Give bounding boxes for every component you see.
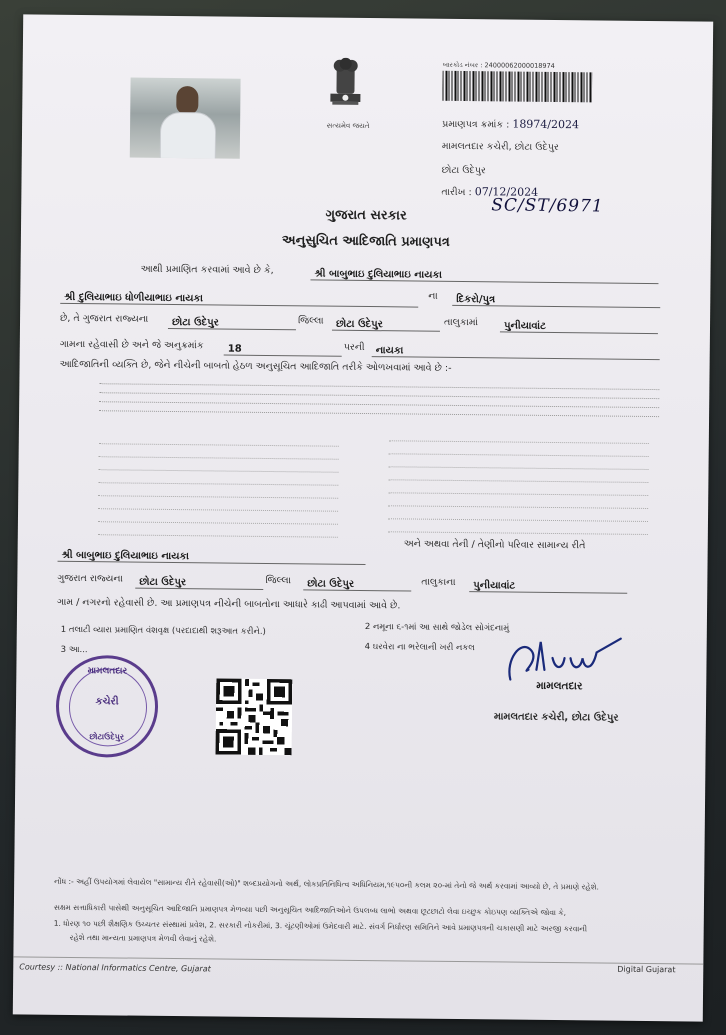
certificate-number-row [442, 117, 579, 131]
serial-number: 18 [224, 344, 342, 357]
qr-code [216, 678, 293, 755]
father-name: શ્રી દુલિયાભાઇ ધોળીયાભાઇ નાયકા [60, 292, 418, 308]
seal-bottom-text: છોટાઉદેપુર [89, 732, 125, 742]
taluka-label-2: તાલુકાના [421, 576, 456, 588]
barcode-label: બારકોડ નંબર : 24000062000018974 [442, 60, 555, 70]
government-title: ગુજરાત સરકાર [325, 207, 407, 224]
district-label-2: જિલ્લા [265, 574, 291, 587]
legal-clauses-left [98, 431, 339, 546]
signatory-office: મામલતદાર કચેરી, છોટા ઉદેપુર [493, 711, 619, 724]
applicant-photo [130, 78, 241, 159]
state-prefix-2: ગુજરાત રાજ્યના [57, 572, 123, 585]
legal-clauses-top [99, 375, 659, 421]
relation-value: દિકરો/પુત્ર [452, 294, 660, 308]
footer-note-4: રહેશે તથા માન્યતા પ્રમાણપત્ર મેળવી લેવાનું રહેશે. [69, 932, 217, 944]
office-line-1: મામલતદાર કચેરી, છોટા ઉદેપુર [441, 140, 559, 154]
certificate-title: અનુસુચિત આદિજાતિ પ્રમાણપત્ર [281, 233, 450, 250]
date-value: 07/12/2024 [474, 185, 539, 199]
national-emblem-icon [322, 58, 369, 122]
caste-label: પરની [343, 341, 365, 354]
emblem-caption: સત્યમેવ જયતે [326, 121, 370, 131]
basis-item-1: 1 તલાટી વ્યારા પ્રમાણિત વંશવૃક્ષ (પરદાદાથી શરૂઆત કરીને.) [60, 624, 266, 637]
date-label: તારીખ : [441, 186, 472, 199]
residence-line: ગામ / નગરનો રહેવાસી છે. આ પ્રમાણપત્ર નીચેની બાબતોના આધારે કાઢી આપવામાં આવે છે. [57, 596, 401, 612]
relation-label: ના [428, 290, 438, 302]
district-value-4: છોટા ઉદેપુર [303, 578, 411, 591]
district-value-3: છોટા ઉદેપુર [135, 577, 263, 590]
taluka-value: પુનીયાવાંટ [500, 320, 658, 334]
family-line: અને અથવા તેની / તેણીનો પરિવાર સામાન્ય રીતે [403, 538, 586, 552]
courtesy-credit: Courtesy :: National Informatics Centre, Gujarat [19, 962, 211, 974]
footer-note-2: સક્ષમ સત્તાધિકારી પાસેથી અનુસૂચિત આદિજાતિ પ્રમાણપત્ર મેળવ્યા પછી અનુસૂચિત આદિજાતિઓને ઉપલબ્ધ લાભો અથવા છૂટછાટો લેવા ઇચ્છુક કોઇપણ વ્યક્તિએ જોવા કે, [53, 902, 567, 918]
certificate-number: 18974/2024 [512, 117, 580, 132]
applicant-name-repeat: શ્રી બાબુભાઇ દુલિયાભાઇ નાયકા [58, 550, 366, 565]
seal-top-text: મામલતદાર [87, 666, 128, 677]
basis-item-3: 3 આ... [60, 644, 88, 656]
tribe-line: આદિજાતિની વ્યક્તિ છે, જેને નીચેની બાબતો હેઠળ અનુસૂચિત આદિજાતિ તરીકે ઓળખવામાં આવે છે :- [59, 358, 452, 374]
state-prefix: છે, તે ગુજરાત રાજ્યના [60, 312, 149, 325]
footer-note: નોંધ :- અહીં ઉપયોગમાં લેવાયેલ "સામાન્ય રીતે રહેવાસી(ઓ)" શબ્દપ્રયોગનો અર્થ, લોકપ્રતિનિધિત્વ અધિનિયમ,૧૯૫૦ની કલમ ૨૦-માં તેનો જે અર્થ કરવામાં આવ્યો છે, તે પ્રમાણે રહેશે. [54, 876, 599, 892]
village-prefix: ગામના રહેવાસી છે અને જે અનુક્રમાંક [59, 338, 204, 352]
basis-item-4: 4 ઘરવેરા ના ભરેલાની ખરી નકલ [364, 642, 475, 654]
basis-item-2: 2 નમૂના ૬-૧માં આ સાથે જોડેલ સોગંદનામું [364, 622, 510, 634]
barcode [442, 71, 592, 103]
signatory-title: મામલતદાર [536, 679, 583, 693]
taluka-value-2: પુનીયાવાંટ [469, 580, 627, 594]
handwritten-number: SC/ST/6971 [491, 195, 604, 217]
office-line-2: છોટા ઉદેપુર [441, 164, 486, 177]
intro-text: આથી પ્રમાણિત કરવામાં આવે છે કે, [140, 263, 274, 277]
certificate-number-label: પ્રમાણપત્ર ક્રમાંક : [442, 118, 510, 131]
caste-value: નાયકા [372, 345, 660, 360]
footer-note-3: 1. ધોરણ ૧૦ પછી શૈક્ષણિક ઉચ્ચતર સંસ્થામાં પ્રવેશ, 2. સરકારી નોકરીમાં, 3. ચૂંટણીઓમાં ઉમેદવારી માટે. સંવર્ગ નિર્ધારણ સમિતિને આવે પ્રમાણપત્રની ચકાસણી માટે અરજી કરવાની [53, 918, 588, 934]
applicant-name: શ્રી બાબુભાઇ દુલિયાભાઇ નાયકા [310, 268, 658, 284]
district-label: જિલ્લા [298, 315, 324, 327]
official-seal [55, 655, 158, 758]
digital-gujarat-credit: Digital Gujarat [617, 964, 676, 975]
certificate-paper [13, 14, 713, 1021]
taluka-label: તાલુકામાં [443, 316, 478, 329]
seal-middle-text: કચેરી [95, 696, 119, 708]
legal-clauses-right [388, 428, 649, 543]
district-value-1: છોટા ઉદેપુર [168, 317, 296, 330]
district-value-2: છોટા ઉદેપુર [332, 319, 440, 332]
